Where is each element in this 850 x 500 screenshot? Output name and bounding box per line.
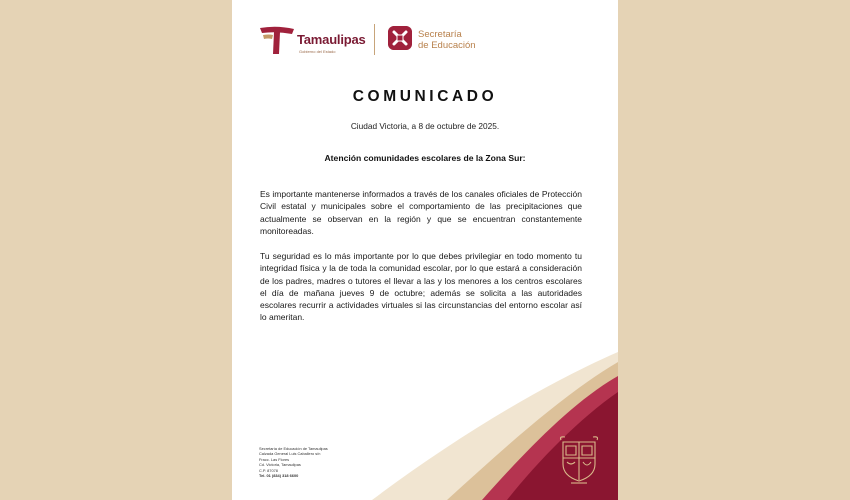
- secretaria-logo-line2: de Educación: [418, 40, 476, 51]
- footer-line: Secretaría de Educación de Tamaulipas: [259, 446, 328, 451]
- footer-line: Cd. Victoria, Tamaulipas: [259, 462, 301, 468]
- tamaulipas-coat-of-arms-icon: [557, 434, 601, 484]
- tamaulipas-t-logo-icon: [259, 25, 295, 55]
- tamaulipas-logo-name: Tamaulipas: [297, 32, 366, 47]
- tamaulipas-logo: [259, 23, 366, 59]
- footer-line: C.P. 87078: [259, 467, 278, 473]
- footer-line: Fracc. Las Flores: [259, 456, 290, 462]
- document-dateline: Ciudad Victoria, a 8 de octubre de 2025.: [350, 121, 500, 131]
- body-paragraph-1: Es importante mantenerse informados a través de los canales oficiales de Protección Civil estatal y municipales sobre el comportamiento de las precipitaciones que actualmente se observan en la región y que se encuentran constantemente monitoreadas.: [260, 189, 582, 236]
- sep-tamaulipas-badge-icon: [388, 26, 412, 50]
- footer-address: [259, 446, 328, 478]
- footer-phone: Tel. 01 (834) 318 6600: [259, 473, 299, 479]
- body-paragraph-2: Tu seguridad es lo más importante por lo que debes privilegiar en todo momento tu integridad física y la de toda la comunidad escolar, por lo que estará a consideración de los padres, madres o tutores el llevar a las y los menores a los centros escolares el día de mañana jueves 9 de octubre; además se solicita a las autoridades escolares recurrir a actividades virtuales si las circunstancias del entorno escolar así lo ameritan.: [260, 251, 582, 323]
- logo-divider: [374, 24, 375, 55]
- secretaria-logo-line1: Secretaría: [418, 29, 462, 40]
- footer-line: Calzada General Luis Caballero s/n: [259, 451, 321, 457]
- tamaulipas-logo-subtitle: Gobierno del Estado: [299, 49, 336, 54]
- secretaria-educacion-logo: [388, 26, 498, 54]
- document-greeting: Atención comunidades escolares de la Zona Sur:: [324, 153, 526, 163]
- document-page: [232, 0, 618, 500]
- document-title: COMUNICADO: [352, 88, 498, 105]
